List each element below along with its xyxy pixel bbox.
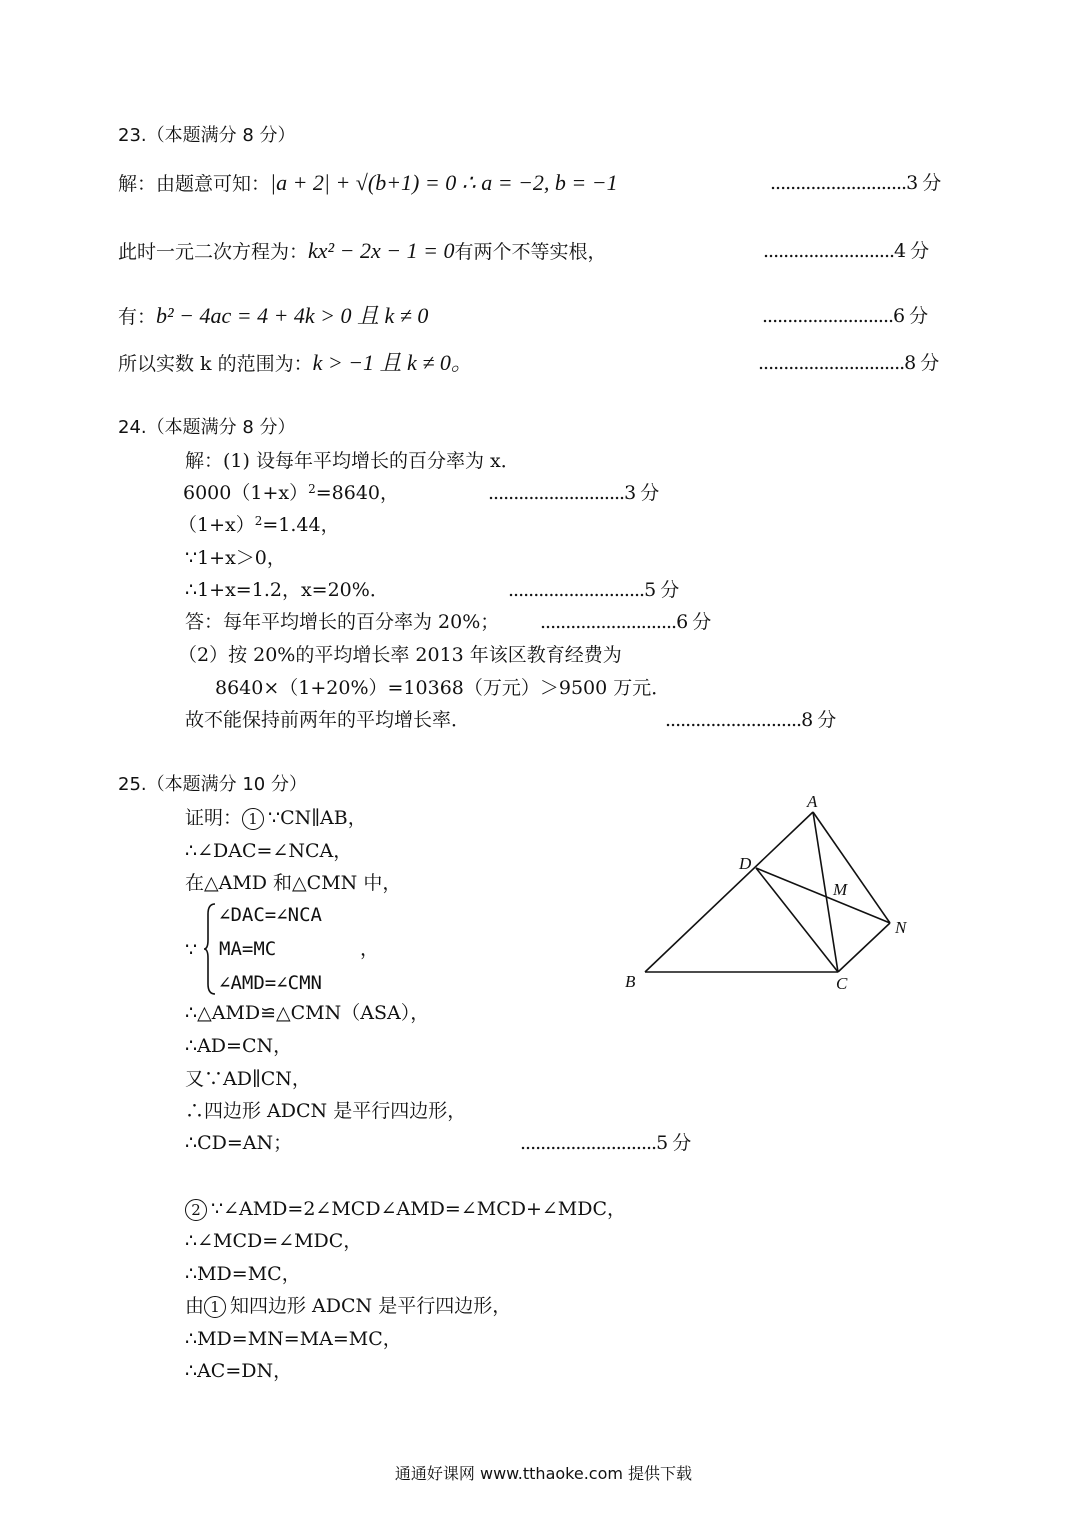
q23-line2-text: 此时一元二次方程为： bbox=[118, 241, 309, 263]
q23-line4-text: 所以实数 k 的范围为： bbox=[118, 353, 313, 375]
q23-score-4: ..........................4 分 bbox=[763, 240, 929, 262]
q25-proof-lead: 证明： bbox=[185, 807, 243, 829]
q23-score-6: ..........................6 分 bbox=[762, 305, 928, 327]
q25-by-line bbox=[185, 1293, 511, 1319]
q23-line1-text: 解：由题意可知： bbox=[118, 173, 271, 195]
segment-BA bbox=[645, 812, 813, 972]
q24-score-8: ...........................8 分 bbox=[665, 709, 836, 731]
q24-line: 解：(1) 设每年平均增长的百分率为 x． bbox=[185, 450, 520, 472]
circled-number-1: 1 bbox=[204, 1296, 226, 1318]
label-B: B bbox=[625, 972, 636, 991]
q24-line: （2）按 20%的平均增长率 2013 年该区教育经费为 bbox=[178, 644, 622, 666]
q24-line: 故不能保持前两年的平均增长率． bbox=[185, 709, 471, 731]
label-D: D bbox=[739, 854, 752, 873]
q23-score-8: .............................8 分 bbox=[758, 352, 939, 374]
q24-score-5: ...........................5 分 bbox=[508, 579, 679, 601]
q23-line2-math: kx² − 2x − 1 = 0 bbox=[308, 238, 455, 263]
q23-score-3: ...........................3 分 bbox=[770, 172, 941, 194]
q25-line: ∴∠MCD=∠MDC， bbox=[185, 1230, 363, 1252]
q24-line: $(1+x)^2=1.44$， bbox=[178, 514, 340, 536]
page-footer: 通通好课网 www.tthaoke.com 提供下载 bbox=[394, 1464, 693, 1483]
q25-score-5: ...........................5 分 bbox=[520, 1132, 691, 1154]
q25-case-comma: ， bbox=[360, 938, 380, 960]
q25-header: 25.（本题满分 10 分） bbox=[118, 774, 307, 795]
label-M: M bbox=[833, 880, 848, 899]
circled-number-2: 2 bbox=[185, 1199, 207, 1221]
q24-line: $6000(1+x)^2=8640$， bbox=[183, 482, 399, 504]
q25-line: ∴MD=MN=MA=MC， bbox=[185, 1328, 402, 1350]
q25-case-line: MA=MC bbox=[219, 938, 277, 960]
q23-line4 bbox=[118, 350, 473, 377]
q25-line: ∴AC=DN， bbox=[185, 1360, 293, 1382]
q24-score-3: ...........................3 分 bbox=[488, 482, 659, 504]
label-C: C bbox=[836, 974, 848, 993]
q24-header: 24.（本题满分 8 分） bbox=[118, 417, 296, 438]
q23-line1 bbox=[118, 170, 618, 197]
q24-line: ∵1+x＞0， bbox=[185, 547, 286, 569]
left-brace-icon bbox=[203, 902, 217, 996]
q24-line: 答：每年平均增长的百分率为 20%； bbox=[185, 611, 500, 633]
q23-line2 bbox=[118, 238, 606, 265]
q25-by-tail: 知四边形 ADCN 是平行四边形， bbox=[230, 1295, 512, 1317]
q23-line1-math: |a + 2| + √(b+1) = 0 ∴ a = −2, b = −1 bbox=[270, 170, 618, 195]
q23-line2-tail: 有两个不等实根， bbox=[454, 241, 607, 263]
q25-proof2-first: ∵∠AMD=2∠MCD∠AMD=∠MCD+∠MDC， bbox=[211, 1198, 627, 1220]
segment-DC bbox=[756, 868, 838, 972]
q23-header: 23.（本题满分 8 分） bbox=[118, 125, 296, 146]
q24-line: 8640×（1+20%）=10368（万元）＞9500 万元． bbox=[215, 677, 671, 699]
q23-line3-math: b² − 4ac = 4 + 4k > 0 且 k ≠ 0 bbox=[156, 303, 429, 328]
q25-case-line: ∠AMD=∠CMN bbox=[219, 972, 322, 994]
q24-line: ∴1+x=1.2，x=20%． bbox=[185, 579, 389, 601]
label-A: A bbox=[807, 792, 818, 811]
q25-case-line: ∠DAC=∠NCA bbox=[219, 904, 322, 926]
q25-line: ∴四边形 ADCN 是平行四边形， bbox=[185, 1100, 467, 1122]
q23-line3-text: 有： bbox=[118, 306, 157, 328]
q25-proof1-line bbox=[185, 805, 367, 831]
q24-score-6: ...........................6 分 bbox=[540, 611, 711, 633]
q25-line: ∴∠DAC=∠NCA， bbox=[185, 840, 353, 862]
q25-case-brace-block bbox=[185, 900, 395, 1000]
q25-line: ∴△AMD≌△CMN（ASA）， bbox=[185, 1002, 430, 1024]
q25-by-text: 由 bbox=[185, 1295, 205, 1317]
q25-line: ∴MD=MC， bbox=[185, 1263, 301, 1285]
circled-number-1: 1 bbox=[242, 808, 264, 830]
q25-line: ∴CD=AN； bbox=[185, 1132, 293, 1154]
segment-NC bbox=[838, 923, 890, 972]
because-symbol: ∵ bbox=[185, 939, 198, 961]
q25-proof1-first: ∵CN∥AB， bbox=[268, 807, 367, 829]
geometry-diagram bbox=[615, 790, 925, 1005]
q23-line4-math: k > −1 且 k ≠ 0。 bbox=[312, 350, 473, 375]
q25-line: 在△AMD 和△CMN 中， bbox=[185, 872, 402, 894]
q25-proof2-line bbox=[185, 1196, 626, 1222]
label-N: N bbox=[895, 918, 907, 937]
q25-line: ∴AD=CN， bbox=[185, 1035, 293, 1057]
q25-line: 又∵AD∥CN， bbox=[185, 1068, 311, 1090]
q23-line3 bbox=[118, 303, 428, 330]
